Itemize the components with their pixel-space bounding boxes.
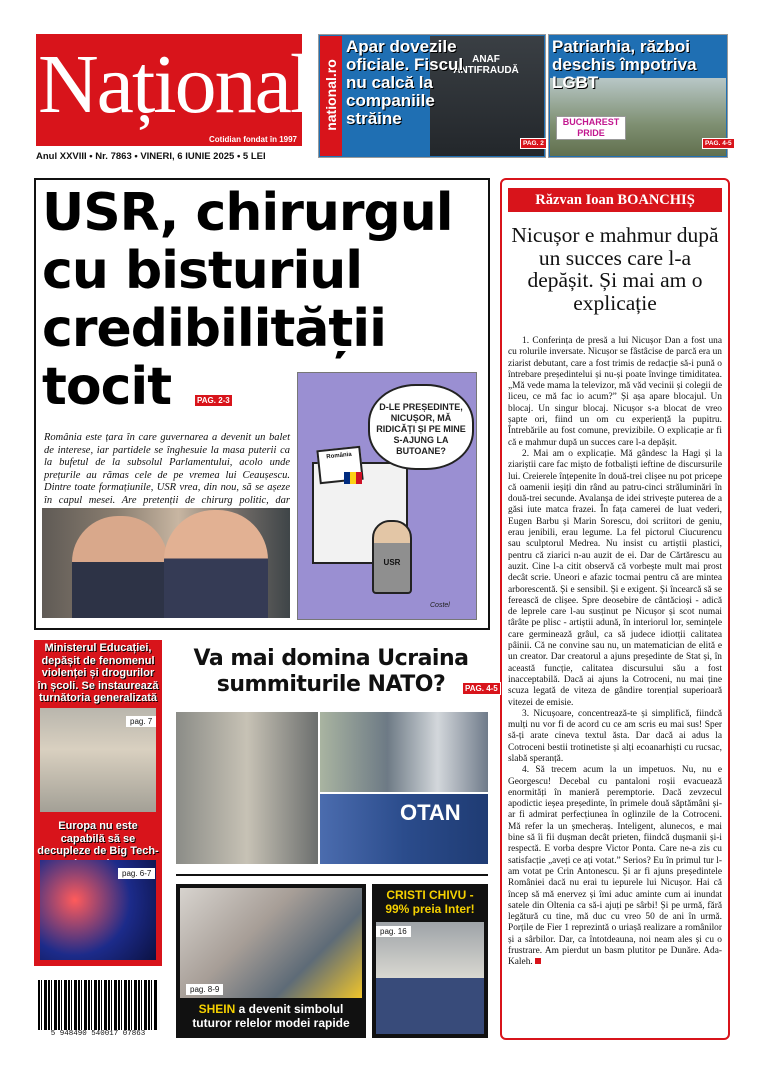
promo-anaf-headline[interactable]: Apar dovezile oficiale. Fiscul nu calcă la companiile străine (346, 37, 464, 128)
site-label-strip (320, 36, 342, 156)
shein-headline[interactable] (180, 1002, 362, 1030)
column-author[interactable]: Răzvan Ioan BOANCHIȘ (508, 188, 722, 212)
nato-headline[interactable]: Va mai domina Ucraina summiturile NATO? (193, 646, 469, 697)
main-story-page: PAG. 2-3 (194, 394, 233, 407)
column-paragraph (508, 765, 722, 968)
promo-europe-page: pag. 6-7 (118, 868, 155, 879)
main-headline[interactable]: USR, chirurgul cu bisturiul credibilității tocit (42, 183, 453, 417)
column-paragraph: 2. Mai am o explicație. Mă gândesc la Hagi și la ziariștii care fac mișto de fotbaliști ieftine de discursurile lui. Creierele înțepenite în două-trei clișee nu pot pricepe că oamenii ieșiți din rând au patru-cinci străluminări în două-trei secunde. Avalanșa de idei strivește puterea de a găsi iute matca frazei. În fața camerei de luat vederi, Eugen Barbu și Marin Sorescu, doi scriitori de geniu, erau jenibili, erau legume. La fel pictorul Ciucurencu sau sculptorul Medrea. Nu insist cu artiștii plastici, pentru că ziarici n-au auzit de ei. Dar de Cărtărescu au auzit. Cine l-a citit observă că vorbește mult mai prost decât scrie. Uneori e afazic tocmai pentru că are mintea arborescentă. Și e sensibil. Și e exigent. Și încearcă să se ferească de clișee. Spre deosebire de cântăcioși - adică de leprele care l-au susținut pe Nicușor și scot numai târâte pe plisc - artiștii adună, în interiorul lor, semințele care germinează grâul, ca să judece idiotții calitatea pâinii. Că ne convine sau nu, un matematician de elită e un creator. Dar creatorul a ajuns președinte de Stat și, în această funcție, calitatea discursului său a fost inacceptabilă. Dacă ai ajuns la Cotroceni, nu mai ține scuza legată de viteza de gândire torențial superioară vitezei de emisie. (508, 448, 722, 708)
main-story-lead: România este țara în care guvernarea a devenit un balet de interese, iar partidele se înghesuie la masa puterii ca la bufetul de la subsolul Parlamentului, acolo unde prețurile au rămas cele de pe vremea lui Ceaușescu. Dintre toate formațiunile, USR vrea, din nou, să se așeze în capul mesei. Are pretenții de chirurg politic, dar (44, 432, 290, 506)
site-label[interactable]: national.ro (323, 59, 339, 131)
nato-photo-meeting (320, 712, 488, 792)
barcode-number: 5 948490 540017 07863 (36, 1030, 160, 1038)
end-mark-icon (535, 958, 541, 964)
shein-photo (180, 888, 362, 998)
masthead-tagline: Cotidian fondat în 1997 (200, 134, 300, 146)
promo-education-page: pag. 7 (126, 716, 156, 727)
promo-europe-headline[interactable]: Europa nu este capabilă să se decupleze de Big Tech- (37, 820, 159, 857)
column-paragraph-text: 4. Să trecem acum la un impetuos. Nu, nu e Georgescu! Decebal cu pantaloni roșii evacuează enormități în manieră peremptorie. Dacă zevzecul apodictic ieșea președinte, în primele două săptămâni și-ar fi admirat perfecțiunea în oglinzile de la Cotroceni. Mă refer la un șmecheraș. Inteligent, alunecos, e mai bine să îi fii dușman decât prieten, fiindcă dușmanii și-i respectă. E vorba despre Victor Ponta. Care ne-a zis cu satisfacție „aveți ce ați votat.” Serios? Eu în primul tur l-am votat pe Crin Antonescu. Și ar fi ajuns președintele României dacă nu erai tu iepurele lui Nicușor. Hai că încep să mă enervez și îmi aduc aminte cum ai inundat satele din Oltenia ca să-i ajuți pe sârbi! Și pe urmă, fără legătură cu tine, mă duc cu vreo 50 de ani în urmă. Porțile de Fier 1 reprezintă o uriașă realizare a românilor și a sârbilor. Dar, ca întotdeauna, noi neam ales și cu o frustrare. Am pierdut un basm plutitor pe Dunăre. Ada-Kaleh. (508, 765, 722, 968)
chivu-headline[interactable]: CRISTI CHIVU - 99% preia Inter! (385, 888, 475, 916)
divider (176, 874, 488, 876)
shein-headline-rest: a devenit simbolul tuturor relelor modei rapide (192, 1002, 350, 1030)
cartoon-figure (372, 520, 412, 594)
otan-sign: OTAN (400, 800, 461, 825)
pride-sign: BUCHAREST PRIDE (556, 116, 626, 140)
barcode (38, 980, 158, 1030)
nato-page: PAG. 4-5 (462, 682, 501, 695)
promo-patriarhia-page: PAG. 4-5 (702, 138, 735, 149)
cartoon-signature: Costel (430, 602, 450, 609)
cartoon-box-label: România (316, 446, 363, 484)
issue-line: Anul XXVIII • Nr. 7863 • VINERI, 6 IUNIE 2025 • 5 LEI (36, 151, 266, 162)
column-body (508, 336, 722, 1036)
promo-education-headline[interactable]: Ministerul Educației, depășit de fenomenul violenței și drogurilor în școli. Se instaurează turnătoria generalizată (37, 642, 159, 704)
newspaper-logo[interactable]: Național (38, 36, 300, 134)
anaf-vest-text: ANAF ANTIFRAUDĂ (453, 54, 519, 76)
cartoon-speech-bubble: D-LE PREȘEDINTE, NICUȘOR, MĂ RIDICĂȚI ȘI PE MINE S-AJUNG LA BUTOANE? (368, 384, 474, 470)
column-paragraph: 1. Conferința de presă a lui Nicușor Dan a fost una cu rolurile inversate. Nicușor se fâstâcise de parcă era un ziarist debutant, care a fost trimis de redacție să-i pună o întrebare președintelui și nu-și poate învinge timiditatea. „Mă vede mama la televizor, mă văd vecinii și colegii de liceu, ce mă fac io acum?” Și așa apare blocajul. Un blocaj. Un singur blocaj. Nicușor s-a blocat de vreo șapte ori, fiind un om cu experiență la pupitru. Întrebările au fost comune, previzibile. O explicație ar fi că e mahmur după un succes care l-a depășit. (508, 336, 722, 448)
column-title[interactable]: Nicușor e mahmur după un succes care l-a depășit. Și mai am o explicație (511, 223, 719, 315)
person-left (72, 516, 168, 618)
cartoon-figure-label: USR (383, 558, 401, 567)
chivu-page: pag. 16 (376, 926, 411, 937)
promo-patriarhia-headline[interactable]: Patriarhia, război deschis împotriva LGBT (552, 37, 697, 92)
person-right (164, 510, 268, 618)
romania-flag-icon (344, 472, 362, 484)
chivu-photo (376, 922, 484, 1034)
promo-anaf-page: PAG. 2 (520, 138, 547, 149)
column-paragraph: 3. Nicușoare, concentrează-te și simplifică, fiindcă mulți nu vor fi de acord cu ce am scris eu mai sus! Sper să-ți arate cineva textul ăsta. Dar dacă ai adus la Cotroceni bestii trotinetiste și alți ecoanarhiști cu rucsac, slabă speranță. (508, 708, 722, 764)
shein-brand: SHEIN (198, 1002, 236, 1016)
nato-photo-handshake (176, 712, 318, 864)
shein-page: pag. 8-9 (186, 984, 223, 995)
